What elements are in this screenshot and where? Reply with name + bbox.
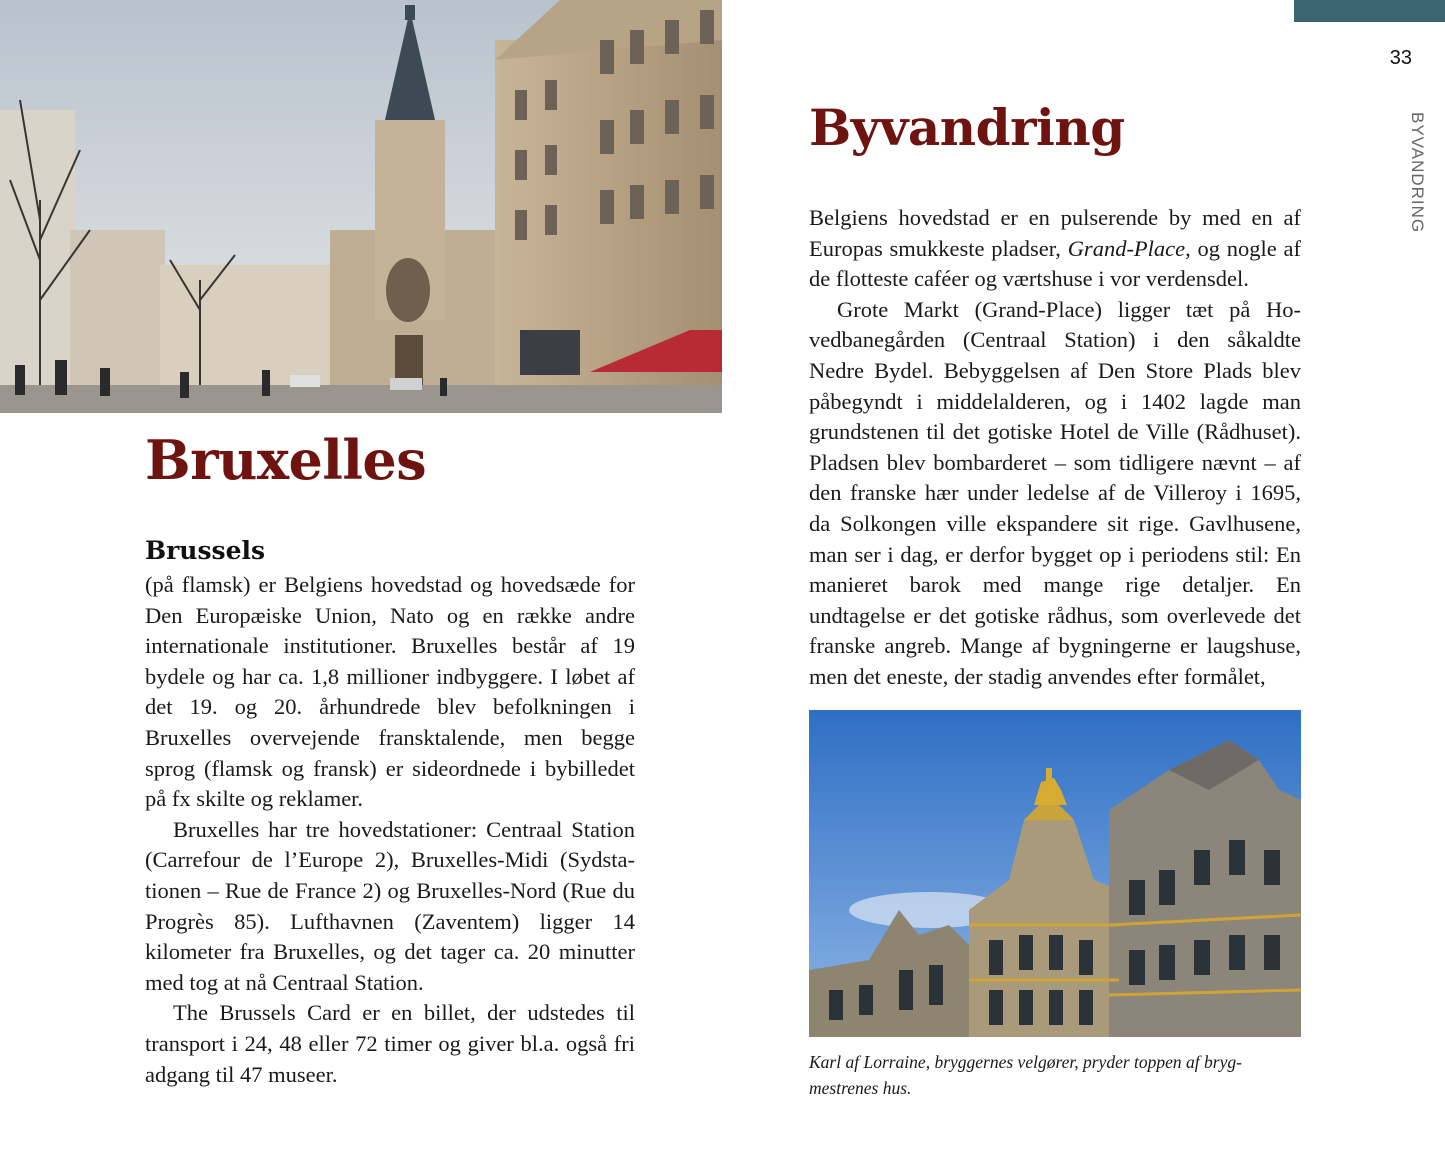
left-body-text bbox=[145, 570, 635, 1090]
subtitle-brussels: Brussels bbox=[145, 536, 266, 565]
right-paragraph-2: Grote Markt (Grand-Place) ligger tæt på Hovedbanegården (Centraal Station) i den såkaldte Nedre Bydel. Bebyggelsen af Den Store Plads blev påbegyndt i middelalderen, og i 1402 lagde man grundstenen til det gotiske Hotel de Ville (Rådhuset). Pladsen blev bombarderet – som tidligere nævnt – af den franske hær under ledelse af de Villeroy i 1695, da Solkongen ville ekspandere sit rige. Gavlhusene, man ser i dag, er derfor bygget op i periodens stil: En manieret barok med mange rige detaljer. En undtagelse er det gotiske rådhus, som overlevede det franske angreb. Mange af bygningerne er laugshuse, men det eneste, der stadig anvendes efter formålet, bbox=[809, 296, 1301, 689]
page-title-byvandring: Byvandring bbox=[809, 98, 1125, 157]
right-p1-text-a: Belgiens hovedstad er en pulserende by med en af Europas smukkeste pladser, bbox=[809, 205, 1301, 261]
photo-caption: Karl af Lorraine, bryggernes velgører, pryder toppen af brygmestrenes hus. bbox=[809, 1052, 1242, 1098]
right-p1-italic: Grand-Place, bbox=[1067, 235, 1191, 261]
left-paragraph-2: Bruxelles har tre hovedstationer: Centraal Station (Carrefour de l’Europe 2), Bruxelles-Midi (Sydstationen – Rue de France 2) og Bruxelles-Nord (Rue du Progrès 85). Lufthavnen (Zaventem) ligger 14 kilometer fra Bruxelles, og det tager ca. 20 minutter med tog at nå Centraal Station. bbox=[145, 816, 635, 995]
running-header: BYVANDRING bbox=[1408, 112, 1427, 234]
right-p1-text-b: og nogle af de flotteste caféer og værtshuse i vor verdensdel. bbox=[809, 235, 1302, 292]
right-paragraph-1 bbox=[809, 203, 1301, 295]
page-number: 33 bbox=[1389, 47, 1412, 69]
grand-place-guildhouse-photo bbox=[809, 710, 1301, 1037]
left-paragraph-3: The Brussels Card er en billet, der udstedes til transport i 24, 48 eller 72 timer og giver bl.a. også fri adgang til 47 museer. bbox=[145, 1000, 635, 1087]
brussels-church-street-photo bbox=[0, 0, 722, 413]
left-paragraph-1: (på flamsk) er Belgiens hovedstad og hovedsæde for Den Europæiske Union, Nato og en række andre internationale institutioner. Bruxelles består af 19 bydele og har ca. 1,8 millioner indbyggere. I løbet af det 19. og 20. århundrede blev befolkningen i Bruxelles overvejende fransktalende, men begge sprog (flamsk og fransk) er sideordnede i bybilledet på fx skilte og reklamer. bbox=[145, 572, 635, 812]
section-tab bbox=[1294, 0, 1445, 22]
page-title-bruxelles: Bruxelles bbox=[145, 428, 427, 492]
right-body-text bbox=[809, 203, 1301, 693]
